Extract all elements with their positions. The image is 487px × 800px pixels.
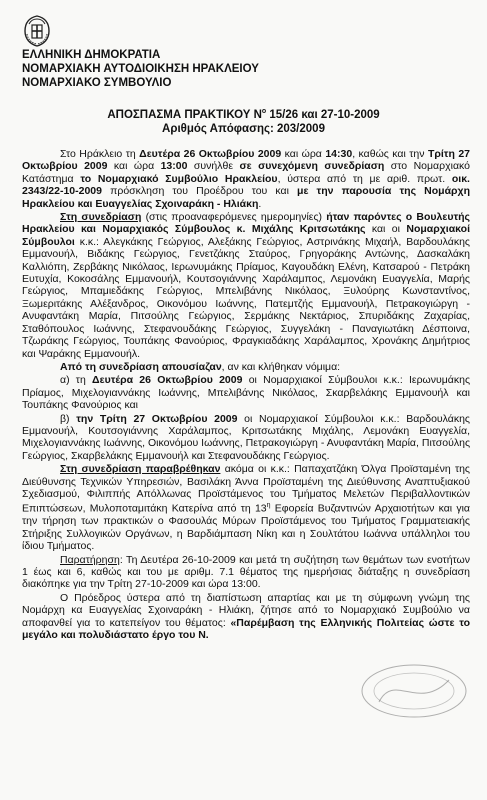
attendees-paragraph: Στη συνεδρίαση (στις προαναφερόμενες ημερομηνίες) ήταν παρόντες ο Βουλευτής Ηρακλείου και Νομαρχιακός Σύμβουλος κ. Μιχάλης Κριτσωτάκης και οι Νομαρχιακοί Σύμβουλοι κ.κ.: Αλεγκάκης Γεώργιος, Αλεξάκης Γεώργιος, Αστρινάκης Μιχαήλ, Βαρδουλάκης Εμμανουήλ, Βιδάκης Γεώργιος, Γενετζάκης Σταύρος, Γρηγοράκης Αντώνης, Δασκαλάκη Καλλιόπη, Ζερβάκης Νικόλαος, Ιερωνυμάκης Πρίαμος, Καγουδάκη Ελένη, Κατσαρού - Πετράκη Ευτυχία, Κοκοσάλης Εμμανουήλ, Κουτσογιάννης Χαράλαμπος, Λεμονάκη Ευαγγελία, Μαρής Γεώργιος, Μπαμιεδάκης Γεώργιος, Μπελιβάνης Νικόλαος, Ξυλούρης Κωνσταντίνος, Ξωμεριτάκης Αλέξανδρος, Οικονόμου Ιωάννης, Πατεμτζής Εμμανουήλ, Πετρακογιώργη - Ανυφαντάκη Μαρία, Πιτσούλης Γεώργιος, Σερμάκης Νεκτάριος, Σπυριδάκης Ζαχαρίας, Σταθόπουλος Ιωάννης, Στεφανουδάκης Γεώργιος, Συγγελάκη - Παναγιωτάκη Δέσποινα, Τζωράκης Γεώργιος, Τουπάκης Φανούριος, Φραγκιαδάκης Χαράλαμπος, Χρονάκης Δημήτριος και Ψαράκης Εμμανουήλ. xyxy=(22,211,471,360)
also-present-paragraph: Στη συνεδρίαση παραβρέθηκαν ακόμα οι κ.κ.: Παπαχατζάκη Όλγα Προϊσταμένη της Διεύθυνσης Τεχνικών Υπηρεσιών, Βασιλάκη Άννα Προϊσταμένη της Διεύθυνσης Αναπτυξιακού Σχεδιασμού, Φιλιππής Απόλλωνας Προϊστάμενος του Τμήματος Μελετών Περιβαλλοντικών Επιπτώσεων, Μυλοποταμιτάκη Κατερίνα από τη $13^\eta$ Εφορεία Βυζαντινών Αρχαιοτήτων και για την τήρηση των πρακτικών ο Φασουλάς Μύρων Προϊστάμενος του Τμήματος Γραμματειακής Στήριξης Συλλογικών Οργάνων, η Βαρδιάμπαση Νίκη και η Σουλτάτου Ιωάννα υπάλληλοι του ίδιου Τμήματος. xyxy=(22,463,470,553)
greek-state-emblem-icon xyxy=(22,14,52,48)
remark-paragraph: Παρατήρηση: Τη Δευτέρα 26-10-2009 και μετά τη συζήτηση των θεμάτων των ενοτήτων 1 έως και 6, καθώς και του με αριθμ. 7.1 θέματος της ημερήσιας διάταξης η συνεδρίαση διακόπηκε για την Τρίτη 27-10-2009 και ώρα 13:00. xyxy=(22,553,470,591)
header-council: ΝΟΜΑΡΧΙΑΚΟ ΣΥΜΒΟΥΛΙΟ xyxy=(22,77,172,89)
decision-number: Αριθμός Απόφασης: 203/2009 xyxy=(162,122,325,135)
absentees-heading: Από τη συνεδρίαση απουσίαζαν, αν και κλήθηκαν νόμιμα: xyxy=(60,360,341,373)
issuer-header xyxy=(22,48,352,90)
session-paragraph: Στο Ηράκλειο τη Δευτέρα 26 Οκτωβρίου 2009 και ώρα 14:30, καθώς και την Τρίτη 27 Οκτωβρίου 2009 και ώρα 13:00 συνήλθε σε συνεχόμενη συνεδρίαση στο Νομαρχιακό Κατάστημα το Νομαρχιακό Συμβούλιο Ηρακλείου, ύστερα από τη με αριθ. πρωτ. οικ. 2343/22-10-2009 πρόσκληση του Προέδρου του και με την παρουσία της Νομάρχη Ηρακλείου και Ευαγγελίας Σχοιναράκη - Ηλιάκη. xyxy=(22,148,471,210)
minutes-title: ΑΠΟΣΠΑΣΜΑ ΠΡΑΚΤΙΚΟΥ $N^o$ 15/26 και 27-10-2009 xyxy=(107,108,380,121)
absentees-monday: α) τη Δευτέρα 26 Οκτωβρίου 2009 οι Νομαρχιακοί Σύμβουλοι κ.κ.: Ιερωνυμάκης Πρίαμος, Μιχελογιαννάκης Ιωάννης, Μπελιβάνης Νικόλαος, Σκαρβελάκης Εμμανουήλ και Τουπάκης Φανούριος και xyxy=(22,374,471,412)
urgency-paragraph: Ο Πρόεδρος ύστερα από τη διαπίστωση απαρτίας και με τη σύμφωνη γνώμη της Νομάρχη κα Ευαγγελίας Σχοιναράκη - Ηλιάκη, ζήτησε από το Νομαρχιακό Συμβούλιο να αποφανθεί για το κατεπείγον του θέματος: «Παρέμβαση της Ελληνικής Πολιτείας ώστε το μεγάλο και πολυδιάστατο έργο του Ν. xyxy=(22,591,470,641)
header-state: ΕΛΛΗΝΙΚΗ ΔΗΜΟΚΡΑΤΙΑ xyxy=(22,49,161,61)
absentees-tuesday: β) την Τρίτη 27 Οκτωβρίου 2009 οι Νομαρχιακοί Σύμβουλοι κ.κ.: Βαρδουλάκης Εμμανουήλ, Κουτσογιάννης Χαράλαμπος, Κριτσωτάκης Μιχάλης, Λεμονάκη Ευαγγελία, Μιχελογιαννάκης Ιωάννης, Οικονόμου Ιωάννης, Πετρακογιώργη - Ανυφαντάκη Μαρία, Πιτσούλης Γεώργιος, Σκαρβελάκης Εμμανουήλ και Στεφανουδάκης Γεώργιος. xyxy=(22,412,470,462)
document-title xyxy=(0,105,487,136)
header-prefecture: ΝΟΜΑΡΧΙΑΚΗ ΑΥΤΟΔΙΟΙΚΗΣΗ ΗΡΑΚΛΕΙΟΥ xyxy=(22,63,259,75)
official-stamp-icon xyxy=(359,662,469,720)
document-body xyxy=(22,148,470,642)
